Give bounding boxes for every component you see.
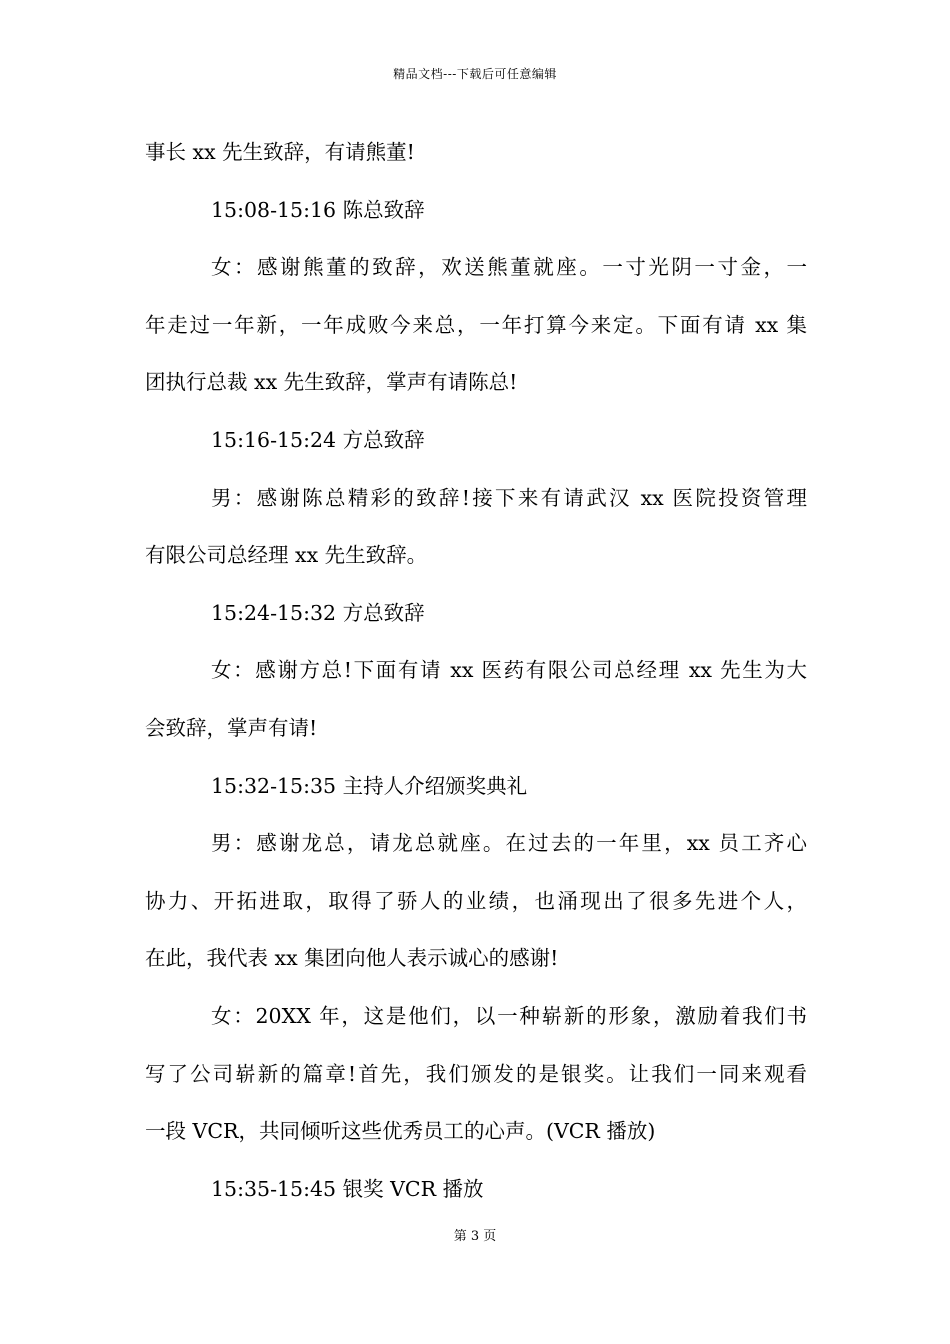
text-line: 女：20XX 年，这是他们，以一种崭新的形象，激励着我们书 (211, 1003, 807, 1028)
text-line: 女：感谢熊董的致辞，欢送熊董就座。一寸光阴一寸金，一 (211, 255, 807, 280)
text-line: 15:35-15:45 银奖 VCR 播放 (211, 1176, 484, 1201)
text-line: 15:32-15:35 主持人介绍颁奖典礼 (211, 773, 528, 798)
text-line: 女：感谢方总!下面有请 xx 医药有限公司总经理 xx 先生为大 (211, 658, 807, 683)
page-header: 精品文档---下载后可任意编辑 (393, 67, 557, 81)
text-line: 协力、开拓进取，取得了骄人的业绩，也涌现出了很多先进个人， (145, 888, 807, 913)
page-number: 第 3 页 (453, 1229, 497, 1244)
text-line: 15:16-15:24 方总致辞 (211, 427, 425, 452)
text-line: 15:08-15:16 陈总致辞 (211, 197, 425, 222)
text-line: 有限公司总经理 xx 先生致辞。 (145, 543, 428, 568)
document-body (145, 130, 807, 1224)
text-line: 写了公司崭新的篇章!首先，我们颁发的是银奖。让我们一同来观看 (145, 1061, 807, 1086)
text-line: 男：感谢陈总精彩的致辞!接下来有请武汉 xx 医院投资管理 (211, 485, 807, 510)
text-line: 一段 VCR，共同倾听这些优秀员工的心声。(VCR 播放) (145, 1119, 656, 1144)
text-line: 会致辞，掌声有请! (145, 715, 318, 740)
text-line: 团执行总裁 xx 先生致辞，掌声有请陈总! (145, 370, 518, 395)
text-line: 男：感谢龙总，请龙总就座。在过去的一年里，xx 员工齐心 (211, 831, 807, 856)
text-line: 15:24-15:32 方总致辞 (211, 600, 425, 625)
text-line: 年走过一年新，一年成败今来总，一年打算今来定。下面有请 xx 集 (145, 312, 807, 337)
text-line: 事长 xx 先生致辞，有请熊董! (145, 140, 415, 164)
text-line: 在此，我代表 xx 集团向他人表示诚心的感谢! (145, 946, 559, 971)
